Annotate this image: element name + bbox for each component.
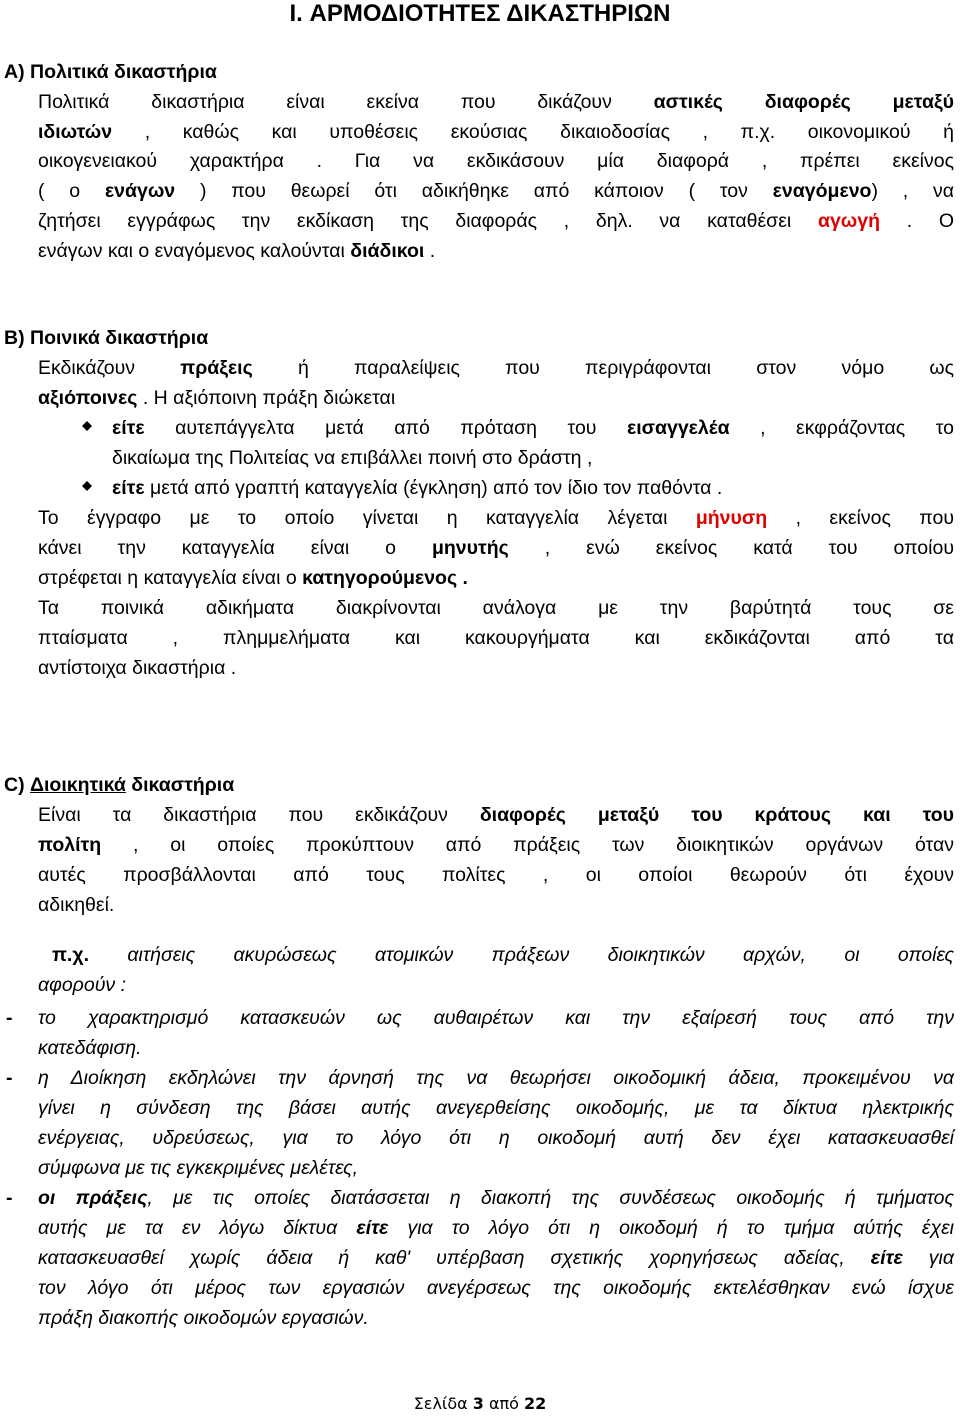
paragraph-line: κάνει την καταγγελία είναι ο μηνυτής , ενώ εκείνος κατά του οποίου: [38, 537, 954, 559]
paragraph-line: ( ο ενάγων ) που θεωρεί ότι αδικήθηκε από κάποιον ( τον εναγόμενο) , να: [38, 180, 954, 202]
paragraph-line: ενάγων και ο εναγόμενος καλούνται διάδικοι .: [38, 240, 436, 262]
list-line: πράξη διακοπής οικοδομών εργασιών.: [38, 1307, 369, 1329]
list-line: η Διοίκηση εκδηλώνει την άρνησή της να θεωρήσει οικοδομική άδεια, προκειμένου να: [38, 1067, 954, 1089]
page-total: 22: [524, 1394, 547, 1413]
paragraph-line: Πολιτικά δικαστήρια είναι εκείνα που δικάζουν αστικές διαφορές μεταξύ: [38, 91, 954, 113]
bullet-line: είτε μετά από γραπτή καταγγελία (έγκληση) από τον ίδιο τον παθόντα .: [112, 477, 723, 499]
paragraph-line: Είναι τα δικαστήρια που εκδικάζουν διαφορές μεταξύ του κράτους και του: [38, 804, 954, 826]
paragraph-line: αντίστοιχα δικαστήρια .: [38, 657, 237, 679]
list-line: ενέργειας, υδρεύσεως, για το λόγο ότι η οικοδομή αυτή δεν έχει κατασκευασθεί: [38, 1127, 954, 1149]
paragraph-line: πολίτη , οι οποίες προκύπτουν από πράξεις των διοικητικών οργάνων όταν: [38, 834, 954, 856]
example-line: π.χ. αιτήσεις ακυρώσεως ατομικών πράξεων διοικητικών αρχών, οι οποίες: [52, 944, 954, 966]
section-c-heading: C) Διοικητικά δικαστήρια: [4, 774, 235, 796]
paragraph-line: αδικηθεί.: [38, 894, 115, 916]
paragraph-line: ιδιωτών , καθώς και υποθέσεις εκούσιας δικαιοδοσίας , π.χ. οικονομικού ή: [38, 121, 954, 143]
dash-bullet: -: [6, 1007, 13, 1029]
paragraph-line: αυτές προσβάλλονται από τους πολίτες , οι οποίοι θεωρούν ότι έχουν: [38, 864, 954, 886]
paragraph-line: αξιόποινες . Η αξιόποινη πράξη διώκεται: [38, 387, 396, 409]
page-footer: Σελίδα 3 από 22: [413, 1394, 547, 1413]
page-title: I. ΑΡΜΟΔΙΟΤΗΤΕΣ ΔΙΚΑΣΤΗΡΙΩΝ: [289, 0, 671, 27]
list-line: γίνει η σύνδεση της βάσει αυτής ανεγερθείσης οικοδομής, με τα δίκτυα ηλεκτρικής: [38, 1097, 954, 1119]
list-line: το χαρακτηρισμό κατασκευών ως αυθαιρέτων και την εξαίρεσή τους από την: [38, 1007, 954, 1029]
dash-bullet: -: [6, 1067, 13, 1089]
diamond-bullet-icon: [80, 420, 94, 432]
paragraph-line: Εκδικάζουν πράξεις ή παραλείψεις που περιγράφονται στον νόμο ως: [38, 357, 955, 379]
paragraph-line: Το έγγραφο με το οποίο γίνεται η καταγγελία λέγεται μήνυση , εκείνος που: [38, 507, 954, 529]
list-line: τον λόγο ότι μέρος των εργασιών ανεγέρσεως της οικοδομής εκτελέσθηκαν ενώ ίσχυε: [38, 1277, 954, 1299]
dash-bullet: -: [6, 1187, 13, 1209]
paragraph-line: οικογενειακού χαρακτήρα . Για να εκδικάσουν μία διαφορά , πρέπει εκείνος: [38, 150, 954, 172]
paragraph-line: στρέφεται η καταγγελία είναι ο κατηγορούμενος .: [38, 567, 468, 589]
paragraph-line: πταίσματα , πλημμελήματα και κακουργήματα και εκδικάζονται από τα: [38, 627, 954, 649]
diamond-bullet-icon: [80, 480, 94, 492]
section-b-heading: B) Ποινικά δικαστήρια: [4, 327, 209, 349]
list-line: σύμφωνα με τις εγκεκριμένες μελέτες,: [38, 1157, 359, 1179]
list-line: αυτής με τα εν λόγω δίκτυα είτε για το λόγο ότι η οικοδομή ή το τμήμα αύτής έχει: [38, 1217, 954, 1239]
paragraph-line: ζητήσει εγγράφως την εκδίκαση της διαφοράς , δηλ. να καταθέσει αγωγή . Ο: [38, 210, 955, 232]
bullet-line: είτε αυτεπάγγελτα μετά από πρόταση του εισαγγελέα , εκφράζοντας το: [112, 417, 954, 439]
list-line: κατεδάφιση.: [38, 1037, 142, 1059]
bullet-line: δικαίωμα της Πολιτείας να επιβάλλει ποινή στο δράστη ,: [112, 447, 593, 469]
page-number: 3: [472, 1394, 484, 1413]
list-line: κατασκευασθεί χωρίς άδεια ή καθ' υπέρβαση σχετικής χορηγήσεως αδείας, είτε για: [38, 1247, 955, 1269]
list-line: οι πράξεις, με τις οποίες διατάσσεται η διακοπή της συνδέσεως οικοδομής ή τμήματος: [38, 1187, 954, 1209]
example-line: αφορούν :: [38, 974, 127, 996]
section-a-heading: A) Πολιτικά δικαστήρια: [4, 61, 217, 83]
paragraph-line: Τα ποινικά αδικήματα διακρίνονται ανάλογα με την βαρύτητά τους σε: [38, 597, 954, 619]
